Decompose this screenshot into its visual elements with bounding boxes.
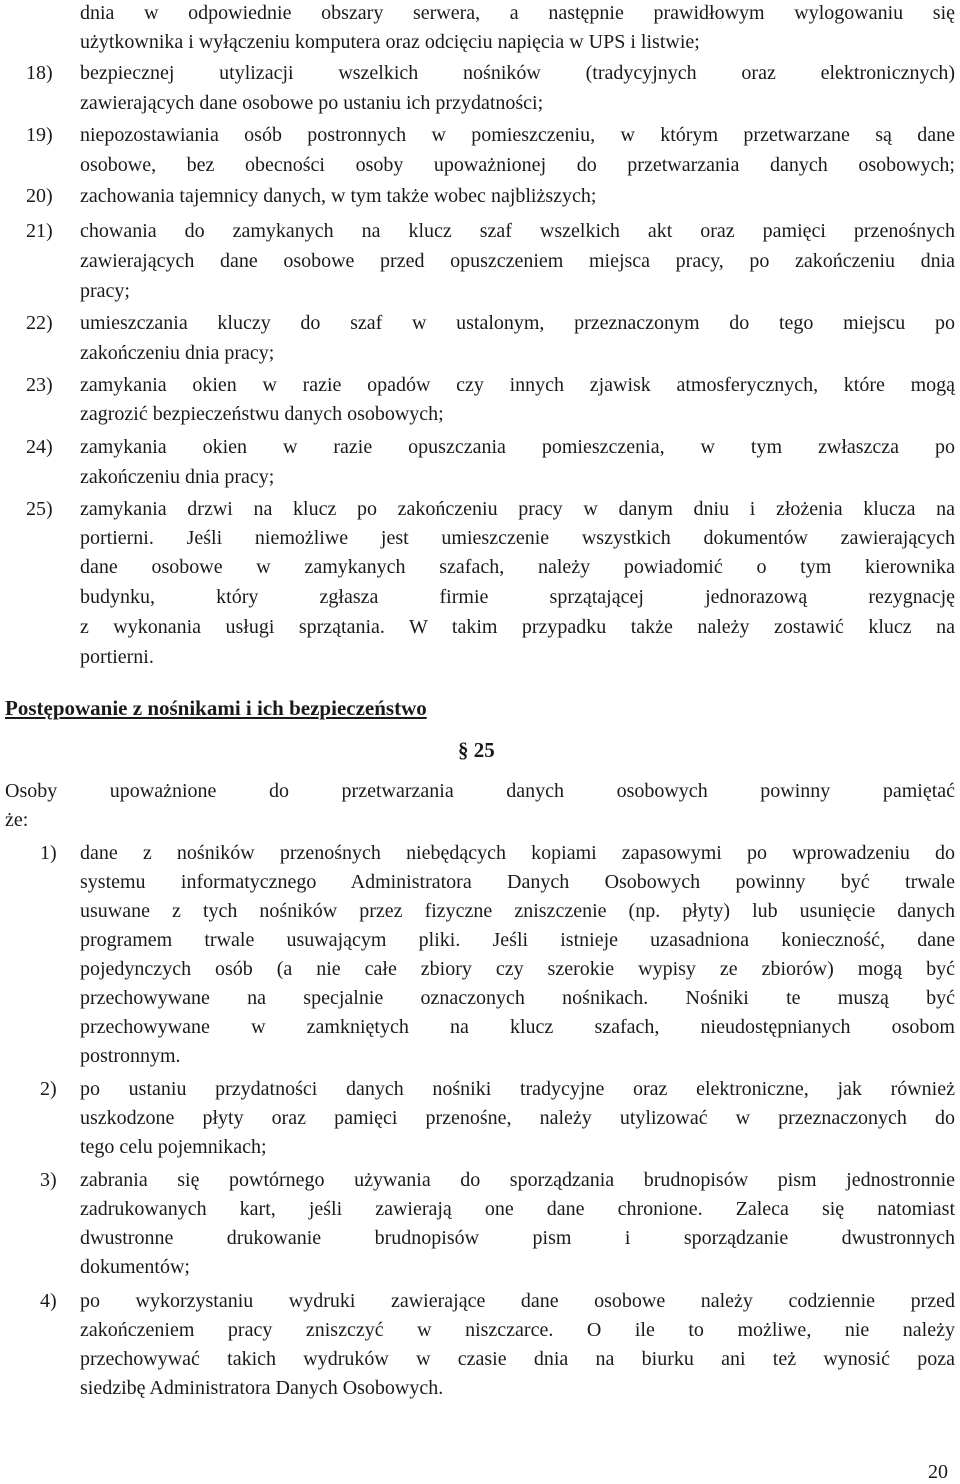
section-item-1-line-1: dane z nośników przenośnych niebędących kopiami zapasowymi po wprowadzeniu do bbox=[80, 842, 955, 864]
list-item-18-line-1: bezpiecznej utylizacji wszelkich nośników (tradycyjnych oraz elektronicznych) bbox=[80, 62, 955, 84]
section-item-2-line-2: uszkodzone płyty oraz pamięci przenośne, należy utylizować w przeznaczonych do bbox=[80, 1107, 955, 1129]
section-item-4-line-2: zakończeniem pracy zniszczyć w niszczarce. O ile to możliwe, nie należy bbox=[80, 1319, 955, 1341]
section-heading: Postępowanie z nośnikami i ich bezpieczeństwo bbox=[5, 696, 427, 720]
list-item-24-line-2: zakończeniu dnia pracy; bbox=[80, 466, 275, 488]
list-item-25-line-1: zamykania drzwi na klucz po zakończeniu pracy w danym dniu i złożenia klucza na bbox=[80, 498, 955, 520]
section-intro-line-1: Osoby upoważnione do przetwarzania danych osobowych powinny pamiętać bbox=[5, 780, 955, 802]
list-item-22-line-2: zakończeniu dnia pracy; bbox=[80, 342, 275, 364]
section-item-4-line-4: siedzibę Administratora Danych Osobowych. bbox=[80, 1377, 444, 1399]
list-item-23-number: 23) bbox=[26, 374, 53, 396]
list-item-20-line-1: zachowania tajemnicy danych, w tym także wobec najbliższych; bbox=[80, 185, 597, 207]
list-item-25-line-3: dane osobowe w zamykanych szafach, należy powiadomić o tym kierownika bbox=[80, 556, 955, 578]
list-item-19-line-2: osobowe, bez obecności osoby upoważnionej do przetwarzania danych osobowych; bbox=[80, 154, 955, 176]
section-item-1-number: 1) bbox=[40, 842, 57, 864]
list-item-25-line-2: portierni. Jeśli niemożliwe jest umieszczenie wszystkich dokumentów zawierających bbox=[80, 527, 955, 549]
list-item-20-number: 20) bbox=[26, 185, 53, 207]
list-item-25-line-6: portierni. bbox=[80, 646, 154, 668]
section-intro-line-2: że: bbox=[5, 809, 29, 831]
list-item-23-line-1: zamykania okien w razie opadów czy innych zjawisk atmosferycznych, które mogą bbox=[80, 374, 955, 396]
section-item-3-number: 3) bbox=[40, 1169, 57, 1191]
list-item-25-number: 25) bbox=[26, 498, 53, 520]
list-item-18-line-2: zawierających dane osobowe po ustaniu ich przydatności; bbox=[80, 92, 544, 114]
section-item-1-line-4: programem trwale usuwającym pliki. Jeśli istnieje uzasadniona konieczność, dane bbox=[80, 929, 955, 951]
page-number: 20 bbox=[928, 1461, 948, 1483]
list-item-21-line-3: pracy; bbox=[80, 280, 130, 302]
list-item-19-number: 19) bbox=[26, 124, 53, 146]
list-item-25-line-5: z wykonania usługi sprzątania. W takim przypadku także należy zostawić klucz na bbox=[80, 616, 955, 638]
section-item-2-line-1: po ustaniu przydatności danych nośniki tradycyjne oraz elektroniczne, jak również bbox=[80, 1078, 955, 1100]
section-item-1-line-6: przechowywane na specjalnie oznaczonych nośnikach. Nośniki te muszą być bbox=[80, 987, 955, 1009]
list-item-21-number: 21) bbox=[26, 220, 53, 242]
list-item-24-number: 24) bbox=[26, 436, 53, 458]
section-item-1-line-7: przechowywane w zamkniętych na klucz szafach, nieudostępnianych osobom bbox=[80, 1016, 955, 1038]
intro-line-1: dnia w odpowiednie obszary serwera, a następnie prawidłowym wylogowaniu się bbox=[80, 2, 955, 24]
list-item-21-line-2: zawierających dane osobowe przed opuszczeniem miejsca pracy, po zakończeniu dnia bbox=[80, 250, 955, 272]
list-item-25-line-4: budynku, który zgłasza firmie sprzątającej jednorazową rezygnację bbox=[80, 586, 955, 608]
list-item-22-line-1: umieszczania kluczy do szaf w ustalonym, przeznaczonym do tego miejscu po bbox=[80, 312, 955, 334]
list-item-18-number: 18) bbox=[26, 62, 53, 84]
section-item-4-number: 4) bbox=[40, 1290, 57, 1312]
section-item-4-line-3: przechowywać takich wydruków w czasie dnia na biurku ani też wynosić poza bbox=[80, 1348, 955, 1370]
section-item-3-line-2: zadrukowanych kart, jeśli zawierają one dane chronione. Zaleca się natomiast bbox=[80, 1198, 955, 1220]
intro-line-2: użytkownika i wyłączeniu komputera oraz odcięciu napięcia w UPS i listwie; bbox=[80, 31, 700, 53]
section-item-3-line-1: zabrania się powtórnego używania do sporządzania brudnopisów pism jednostronnie bbox=[80, 1169, 955, 1191]
list-item-23-line-2: zagrozić bezpieczeństwu danych osobowych; bbox=[80, 403, 444, 425]
section-item-1-line-2: systemu informatycznego Administratora Danych Osobowych powinny być trwale bbox=[80, 871, 955, 893]
section-number: § 25 bbox=[458, 738, 495, 762]
section-item-1-line-8: postronnym. bbox=[80, 1045, 181, 1067]
list-item-24-line-1: zamykania okien w razie opuszczania pomieszczenia, w tym zwłaszcza po bbox=[80, 436, 955, 458]
section-item-2-number: 2) bbox=[40, 1078, 57, 1100]
section-item-4-line-1: po wykorzystaniu wydruki zawierające dane osobowe należy codziennie przed bbox=[80, 1290, 955, 1312]
section-item-1-line-3: usuwane z tych nośników przez fizyczne zniszczenie (np. płyty) lub usunięcie danych bbox=[80, 900, 955, 922]
section-item-3-line-3: dwustronne drukowanie brudnopisów pism i sporządzanie dwustronnych bbox=[80, 1227, 955, 1249]
list-item-19-line-1: niepozostawiania osób postronnych w pomieszczeniu, w którym przetwarzane są dane bbox=[80, 124, 955, 146]
list-item-21-line-1: chowania do zamykanych na klucz szaf wszelkich akt oraz pamięci przenośnych bbox=[80, 220, 955, 242]
section-item-2-line-3: tego celu pojemnikach; bbox=[80, 1136, 267, 1158]
section-item-1-line-5: pojedynczych osób (a nie całe zbiory czy szerokie wypisy ze zbiorów) mogą być bbox=[80, 958, 955, 980]
section-item-3-line-4: dokumentów; bbox=[80, 1256, 190, 1278]
list-item-22-number: 22) bbox=[26, 312, 53, 334]
